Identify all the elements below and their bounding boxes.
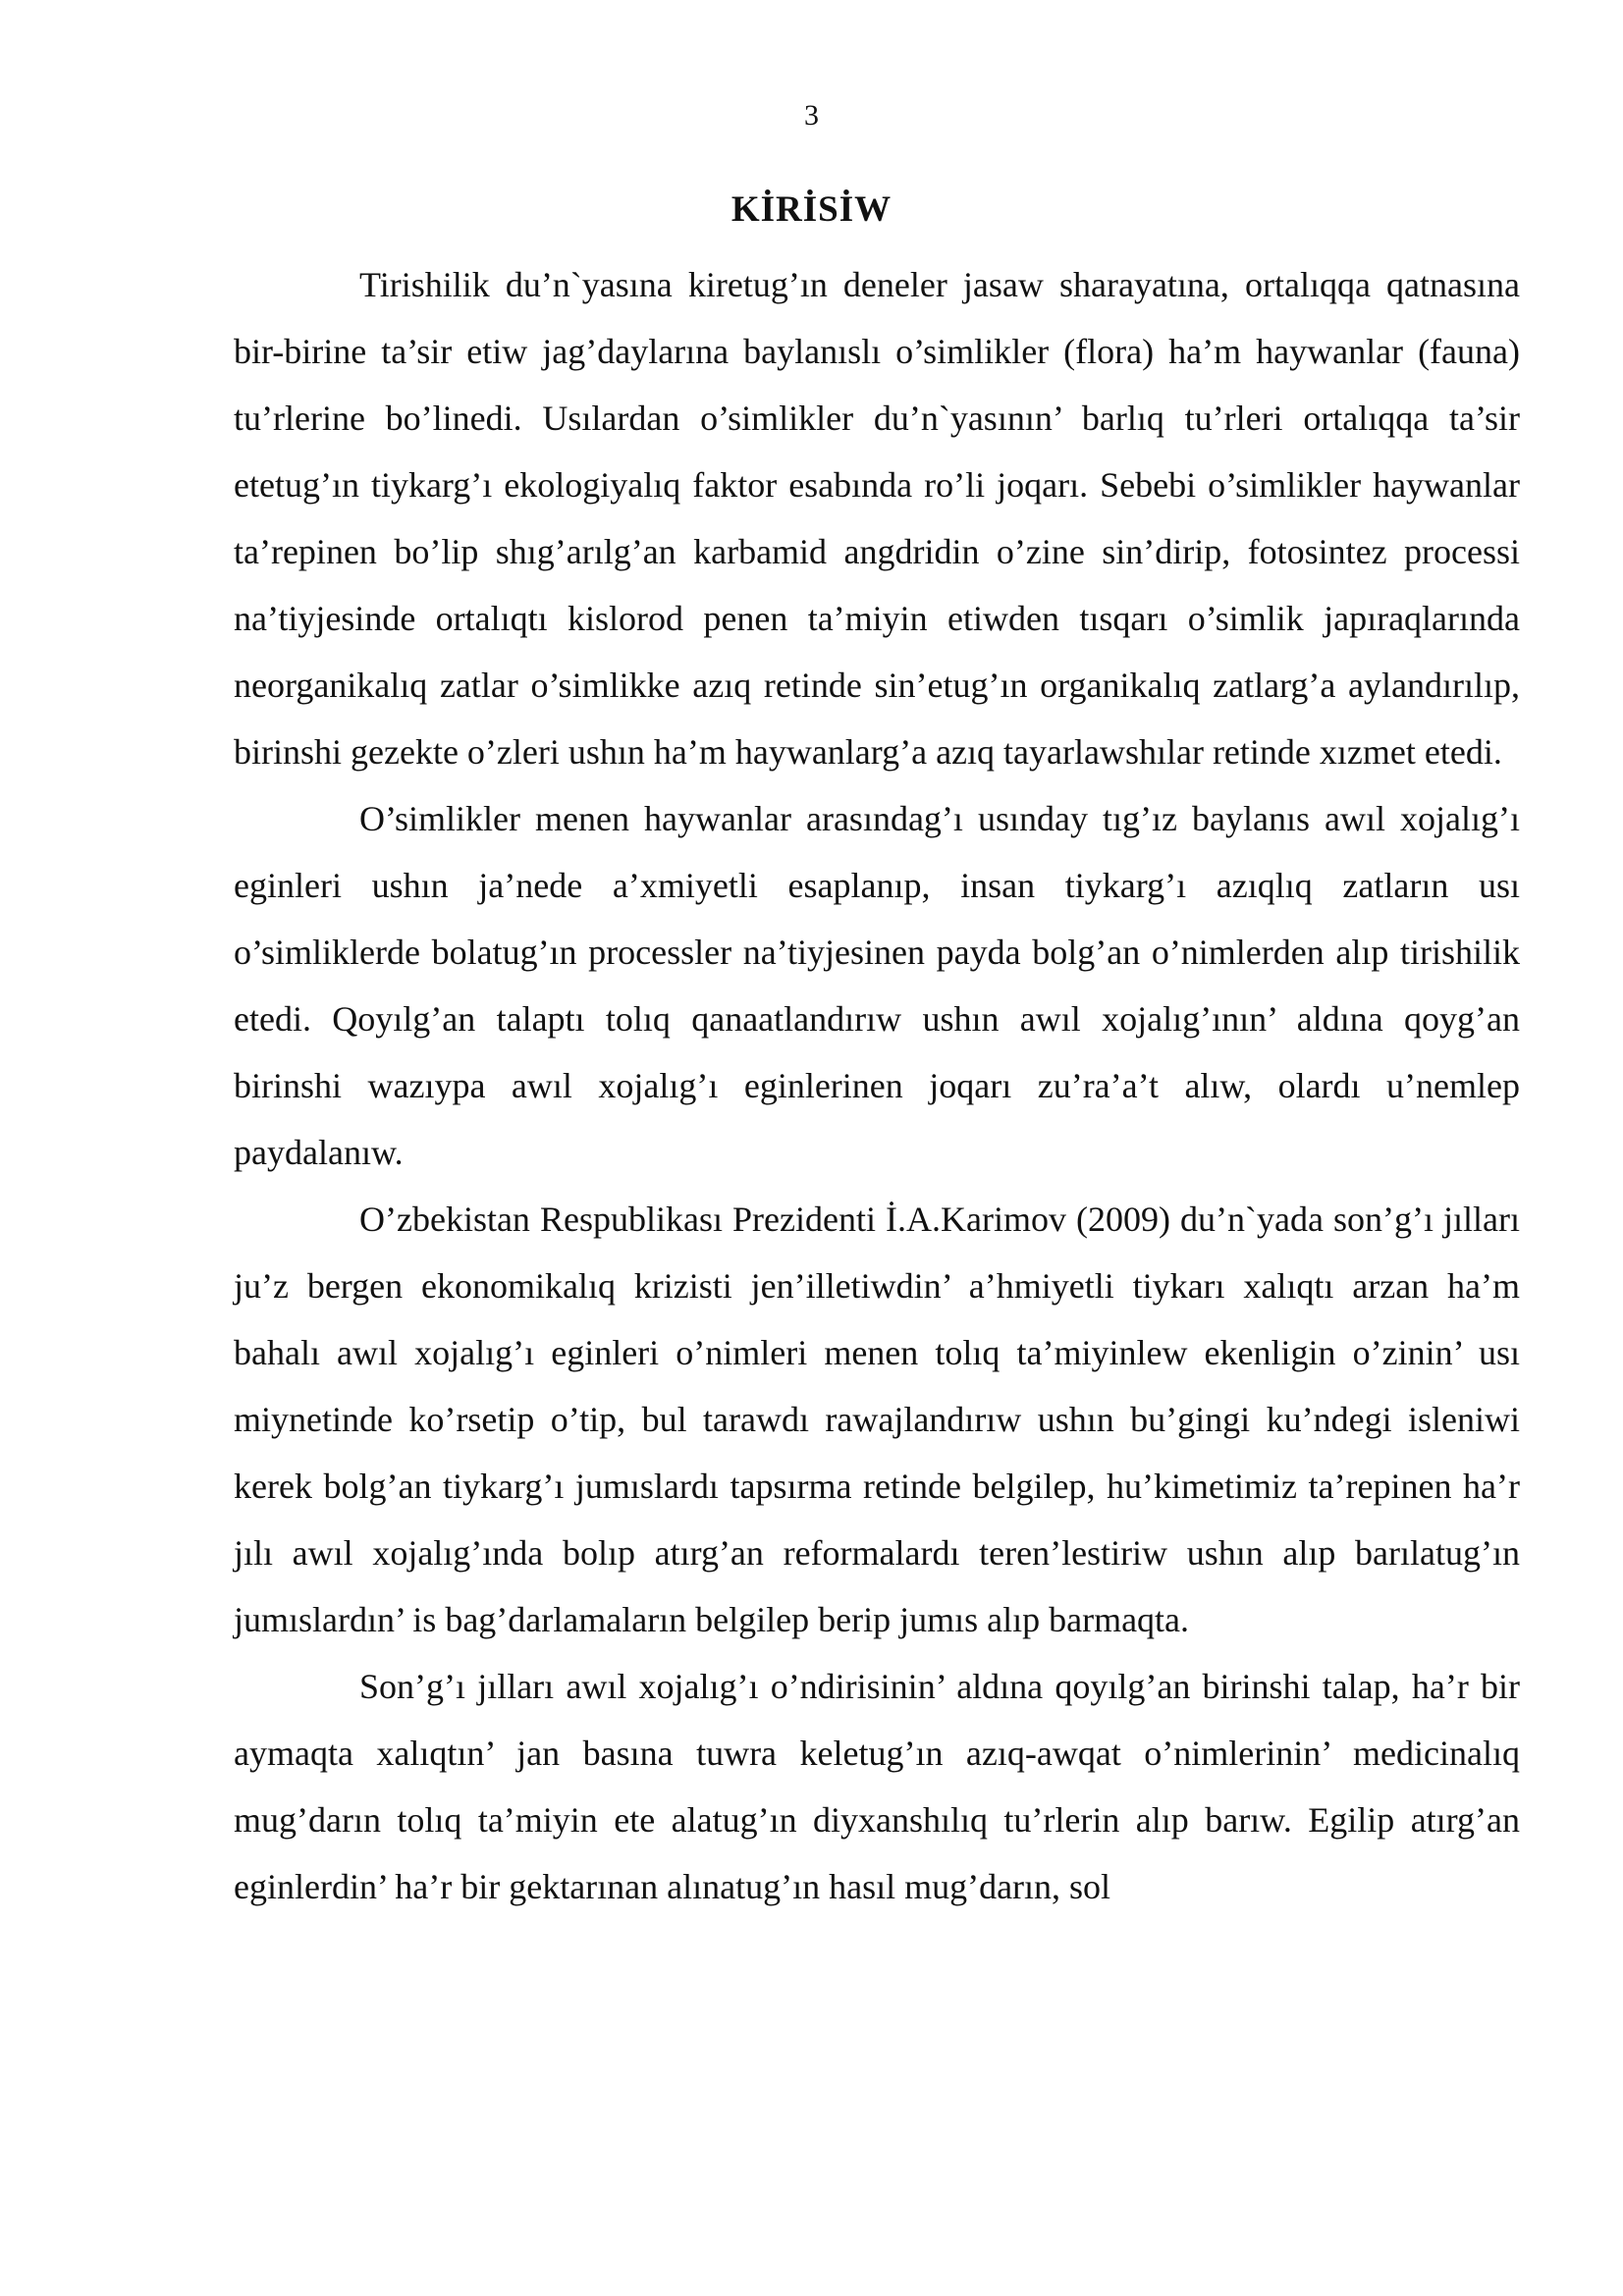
paragraph-3: O’zbekistan Respublikası Prezidenti İ.A.Karimov (2009) du’n`yada son’g’ı jılları ju’z bergen ekonomikalıq krizisti jen’illetiwdin’ a’hmiyetli tiykarı xalıqtı arzan ha’m bahalı awıl xojalıg’ı eginleri o’nimleri menen tolıq ta’miyinlew ekenligin o’zinin’ usı miynetinde ko’rsetip o’tip, bul tarawdı rawajlandırıw ushın bu’gingi ku’ndegi isleniwi kerek bolg’an tiykarg’ı jumıslardı tapsırma retinde belgilep, hu’kimetimiz ta’repinen ha’r jılı awıl xojalıg’ında bolıp atırg’an reformalardı teren’lestiriw ushın alıp barılatug’ın jumıslardın’ is bag’darlamaların belgilep berip jumıs alıp barmaqta. [234,1200,1520,1639]
paragraph-4: Son’g’ı jılları awıl xojalıg’ı o’ndirisinin’ aldına qoyılg’an birinshi talap, ha’r bir aymaqta xalıqtın’ jan basına tuwra keletug’ın azıq-awqat o’nimlerinin’ medicinalıq mug’darın tolıq ta’miyin ete alatug’ın diyxanshılıq tu’rlerin alıp barıw. Egilip atırg’an eginlerdin’ ha’r bir gektarınan alınatug’ın hasıl mug’darın, sol [234,1667,1520,1906]
paragraph-2: O’simlikler menen haywanlar arasındag’ı usınday tıg’ız baylanıs awıl xojalıg’ı eginleri ushın ja’nede a’xmiyetli esaplanıp, insan tiykarg’ı azıqlıq zatların usı o’simliklerde bolatug’ın processler na’tiyjesinen payda bolg’an o’nimlerden alıp tirishilik etedi. Qoyılg’an talaptı tolıq qanaatlandırıw ushın awıl xojalıg’ının’ aldına qoyg’an birinshi wazıypa awıl xojalıg’ı eginlerinen joqarı zu’ra’a’t alıw, olardı u’nemlep paydalanıw. [234,799,1520,1172]
paragraph-1: Tirishilik du’n`yasına kiretug’ın deneler jasaw sharayatına, ortalıqqa qatnasına bir-birine ta’sir etiw jag’daylarına baylanıslı o’simlikler (flora) ha’m haywanlar (fauna) tu’rlerine bo’linedi. Usılardan o’simlikler du’n`yasının’ barlıq tu’rleri ortalıqqa ta’sir etetug’ın tiykarg’ı ekologiyalıq faktor esabında ro’li joqarı. Sebebi o’simlikler haywanlar ta’repinen bo’lip shıg’arılg’an karbamid angdridin o’zine sin’dirip, fotosintez processi na’tiyjesinde ortalıqtı kislorod penen ta’miyin etiwden tısqarı o’simlik japıraqlarında neorganikalıq zatlar o’simlikke azıq retinde sin’etug’ın organikalıq zatlarg’a aylandırılıp, birinshi gezekte o’zleri ushın ha’m haywanlarg’a azıq tayarlawshılar retinde xızmet etedi. [234,265,1520,772]
section-heading: KİRİSİW [730,189,893,230]
body-text [234,251,1520,1920]
page-number: 3 [804,99,819,132]
